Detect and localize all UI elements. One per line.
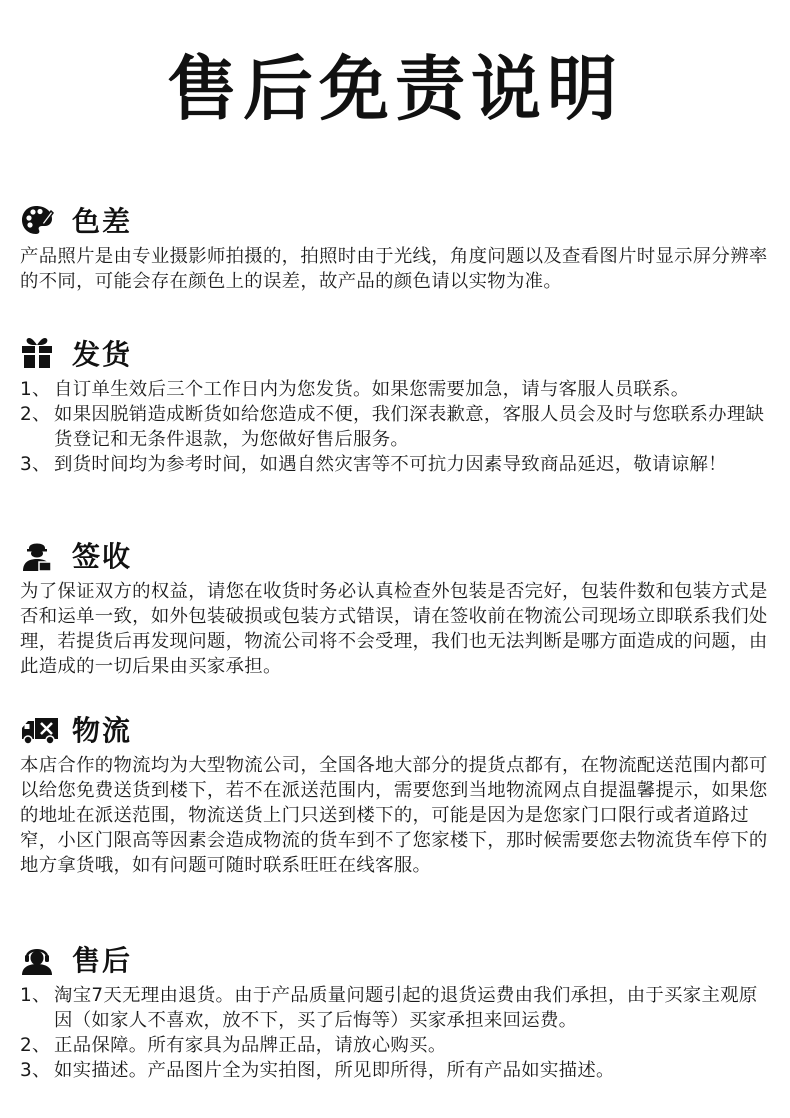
list-item	[20, 1033, 775, 1058]
list-item-number: 2、	[20, 404, 51, 425]
list-item-number: 2、	[20, 1035, 51, 1056]
list-item-text: 到货时间均为参考时间，如遇自然灾害等不可抗力因素导致商品延迟，敬请谅解！	[54, 454, 727, 475]
section-header	[20, 202, 775, 238]
list-item-number: 3、	[20, 454, 51, 475]
section-signing	[20, 537, 775, 679]
headset-agent-icon	[20, 942, 54, 976]
list-item	[20, 377, 775, 402]
list-item-number: 3、	[20, 1060, 51, 1081]
after-sales-list	[20, 983, 775, 1083]
section-header	[20, 941, 775, 977]
section-logistics	[20, 711, 775, 878]
delivery-truck-icon	[20, 712, 60, 746]
section-color-difference	[20, 202, 775, 294]
list-item	[20, 1058, 775, 1083]
list-item-number: 1、	[20, 379, 51, 400]
gift-icon	[20, 336, 54, 370]
section-header	[20, 711, 775, 747]
list-item-text: 正品保障。所有家具为品牌正品，请放心购买。	[54, 1035, 447, 1056]
list-item	[20, 983, 775, 1033]
list-item	[20, 402, 775, 452]
section-title: 发货	[72, 338, 133, 371]
list-item-text: 自订单生效后三个工作日内为您发货。如果您需要加急，请与客服人员联系。	[54, 379, 690, 400]
section-header	[20, 335, 775, 371]
section-title: 物流	[72, 714, 133, 747]
list-item-text: 淘宝7天无理由退货。由于产品质量问题引起的退货运费由我们承担，由于买家主观原因（如家人不喜欢，放不下，买了后悔等）买家承担来回运费。	[54, 985, 758, 1031]
list-item-text: 如实描述。产品图片全为实拍图，所见即所得，所有产品如实描述。	[54, 1060, 615, 1081]
palette-icon	[20, 203, 54, 237]
section-title: 色差	[72, 205, 133, 238]
page-title: 售后免责说明	[167, 48, 623, 130]
list-item-number: 1、	[20, 985, 51, 1006]
shipping-list	[20, 377, 775, 477]
section-text: 本店合作的物流均为大型物流公司，全国各地大部分的提货点都有，在物流配送范围内都可以给您免费送货到楼下，若不在派送范围内，需要您到当地物流网点自提温馨提示，如果您的地址在派送范围，物流送货上门只送到楼下的，可能是因为是您家门口限行或者道路过窄，小区门限高等因素会造成物流的货车到不了您家楼下，那时候需要您去物流货车停下的地方拿货哦，如有问题可随时联系旺旺在线客服。	[20, 755, 768, 876]
section-after-sales	[20, 941, 775, 1083]
section-header	[20, 537, 775, 573]
list-item-text: 如果因脱销造成断货如给您造成不便，我们深表歉意，客服人员会及时与您联系办理缺货登记和无条件退款，为您做好售后服务。	[54, 404, 765, 450]
section-text: 为了保证双方的权益，请您在收货时务必认真检查外包装是否完好，包装件数和包装方式是否和运单一致，如外包装破损或包装方式错误，请在签收前在物流公司现场立即联系我们处理，若提货后再发现问题，物流公司将不会受理，我们也无法判断是哪方面造成的问题，由此造成的一切后果由买家承担。	[20, 581, 768, 677]
section-shipping	[20, 335, 775, 477]
courier-icon	[20, 538, 54, 572]
section-title: 售后	[72, 944, 133, 977]
section-text: 产品照片是由专业摄影师拍摄的，拍照时由于光线，角度问题以及查看图片时显示屏分辨率的不同，可能会存在颜色上的误差，故产品的颜色请以实物为准。	[20, 246, 768, 292]
list-item	[20, 452, 775, 477]
section-title: 签收	[72, 540, 133, 573]
